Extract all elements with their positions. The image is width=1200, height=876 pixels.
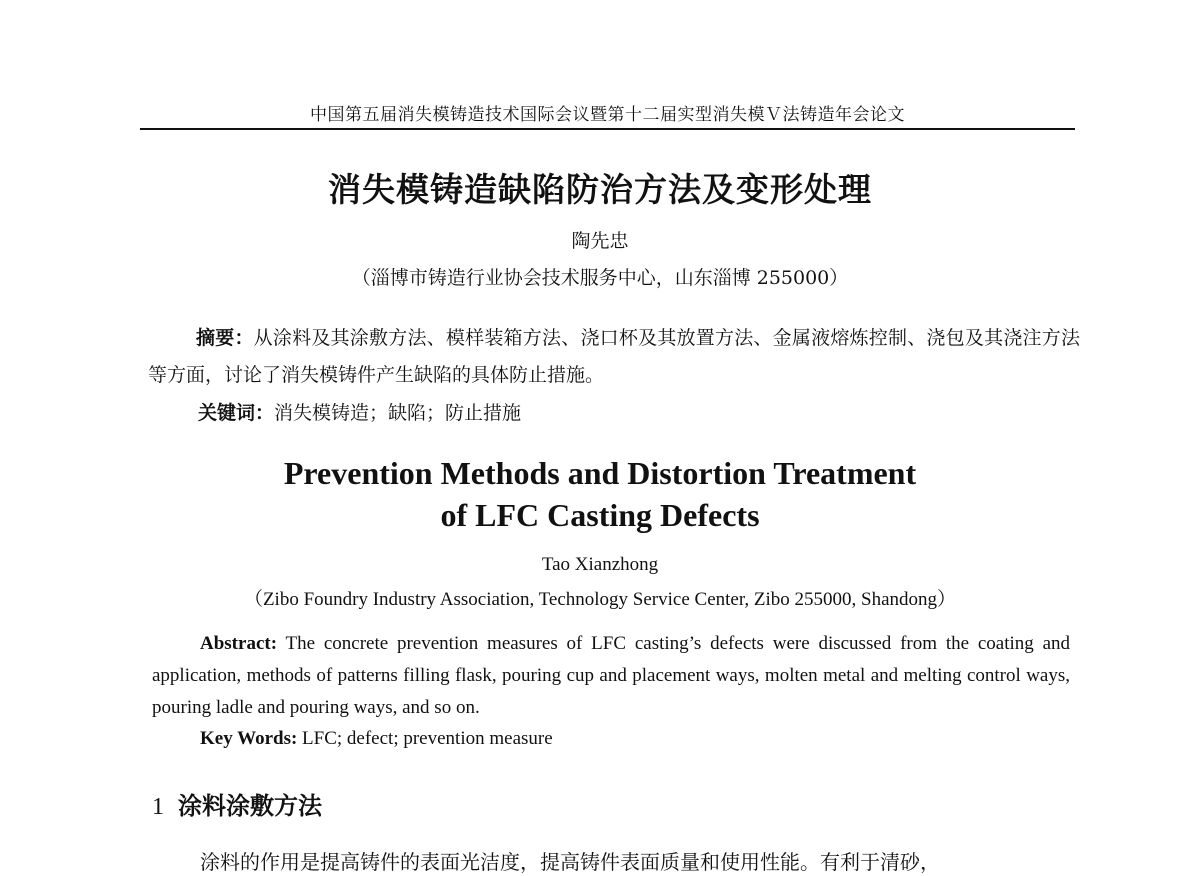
section-title: 涂料涂敷方法	[178, 792, 322, 820]
english-title-line-2: of LFC Casting Defects	[440, 497, 760, 533]
header-rule	[140, 128, 1075, 130]
english-keywords	[200, 728, 553, 750]
chinese-affiliation: （淄博市铸造行业协会技术服务中心，山东淄博 255000）	[351, 267, 849, 289]
section-number: 1	[152, 794, 164, 820]
english-title-line-1: Prevention Methods and Distortion Treatment	[283, 455, 917, 491]
chinese-abstract-label: 摘要：	[196, 327, 254, 349]
chinese-title: 消失模铸造缺陷防治方法及变形处理	[328, 170, 872, 209]
english-author: Tao Xianzhong	[541, 554, 659, 575]
chinese-abstract-text: 从涂料及其涂敷方法、模样装箱方法、浇口杯及其放置方法、金属液熔炼控制、浇包及其浇注方法等方面，讨论了消失模铸件产生缺陷的具体防止措施。	[148, 327, 1080, 386]
english-abstract-text: The concrete prevention measures of LFC casting’s defects were discussed from the coating and application, methods of patterns filling flask, pouring cup and placement ways, molten metal and melting control ways, pouring ladle and pouring ways, and so on.	[152, 633, 1070, 718]
english-abstract-indent	[152, 633, 200, 654]
english-keywords-label: Key Words:	[200, 728, 298, 749]
english-title	[0, 452, 1200, 536]
english-abstract	[152, 628, 1070, 724]
chinese-keywords-text: 消失模铸造；缺陷；防止措施	[274, 402, 522, 424]
english-keywords-text: LFC; defect; prevention measure	[297, 728, 553, 749]
chinese-keywords-label: 关键词：	[198, 402, 275, 424]
chinese-abstract	[148, 320, 1080, 394]
chinese-keywords	[198, 398, 521, 425]
english-affiliation: （Zibo Foundry Industry Association, Technology Service Center, Zibo 255000, Shandong）	[243, 589, 957, 610]
section-body-first-line: 涂料的作用是提高铸件的表面光洁度，提高铸件表面质量和使用性能。有利于清砂，	[200, 850, 940, 874]
abstract-indent	[148, 327, 196, 349]
english-abstract-label: Abstract:	[200, 633, 278, 654]
conference-header: 中国第五届消失模铸造技术国际会议暨第十二届实型消失模Ｖ法铸造年会论文	[310, 105, 905, 125]
chinese-author: 陶先忠	[571, 230, 629, 252]
section-heading	[152, 786, 322, 821]
